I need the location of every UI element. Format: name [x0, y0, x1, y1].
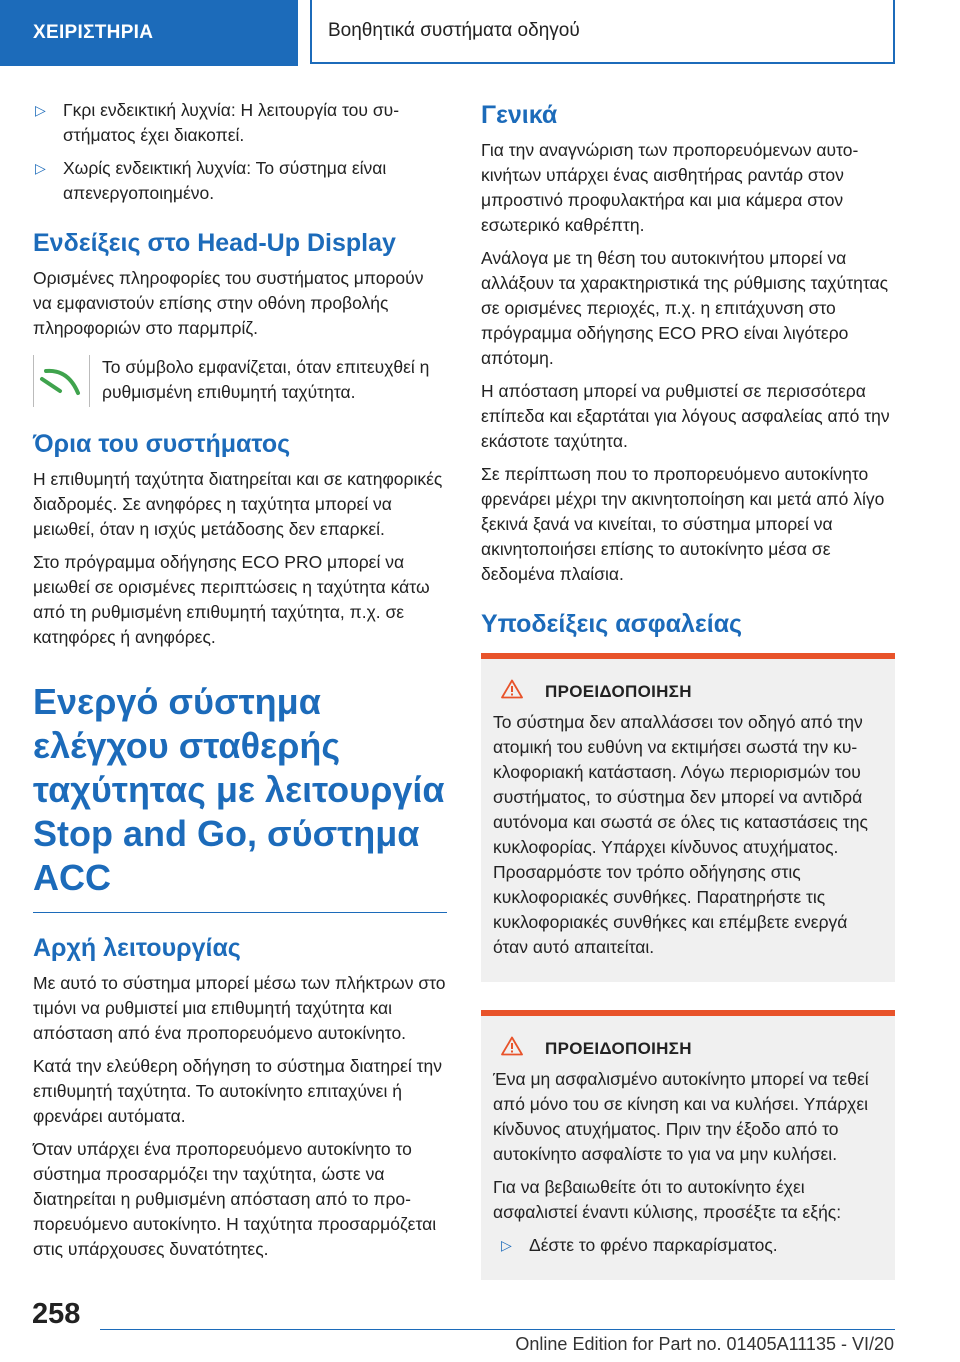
- triangle-bullet-icon: ▷: [35, 160, 46, 176]
- left-column: [33, 98, 447, 1270]
- paragraph: Η απόσταση μπορεί να ρυθμιστεί σε περισσότερα επίπεδα και εξαρτάται για λόγους ασφαλείας από την εκάστοτε ταχύτητα.: [481, 381, 890, 451]
- triangle-bullet-icon: ▷: [35, 102, 46, 118]
- paragraph: Σε περίπτωση που το προπορευόμενο αυτοκίνητο φρενάρει μέχρι την ακινητοποίηση και μετά από λίγο ξεκινά ξανά να κινείται, το σύστημα μπορεί να ακινητοποιήσει επίσης το αυτοκίνητο μέσα σε δεδομένα πλαίσια.: [481, 464, 885, 584]
- paragraph: Στο πρόγραμμα οδήγησης ECO PRO μπορεί να μειωθεί σε ορισμένες περιπτώσεις η ταχύτητα κάτω από τη ρυθμισμένη επιθυμητή ταχύτητα, π.χ. σε κατηφόρες ή ανηφόρες.: [33, 552, 430, 647]
- warning-triangle-icon: [493, 1036, 545, 1061]
- section-tab: ΧΕΙΡΙΣΤΗΡΙΑ: [0, 0, 298, 66]
- heading-safety: Υποδείξεις ασφαλείας: [481, 610, 743, 638]
- warning-text: Για να βεβαιωθείτε ότι το αυτοκίνητο έχει ασφαλιστεί έναντι κύλισης, προσέξτε τα εξής:: [493, 1177, 842, 1222]
- heading-acc: Ενεργό σύστημα ελέγχου σταθερής ταχύτητας με λειτουργία Stop and Go, σύστημα ACC: [33, 680, 447, 913]
- warning-text: Το σύστημα δεν απαλλάσσει τον οδηγό από την ατομική του ευθύνη να εκτιμήσει σωστά την κυκλοφοριακή κατάσταση. Λόγω περιορισμών του συστήματος, το σύστημα δεν μπορεί να αντιδρά αυτόνομα και σωστά σε όλες τις καταστάσεις της κυκλοφορίας. Υπάρχει κίνδυνος ατυχήματος. Προσαρμόστε τον τρόπο οδήγησης στις κυκλοφοριακές συνθήκες. Παρατηρήστε τις κυκλοφοριακές συνθήκες και επέμβετε ενεργά όταν αυτό απαιτείται.: [493, 712, 868, 957]
- paragraph: Η επιθυμητή ταχύτητα διατηρείται και σε κατηφορικές διαδρομές. Σε ανηφόρες η ταχύτητα μπορεί να μειωθεί, όταν η ισχύς μετάδοσης δεν επαρκεί.: [33, 469, 443, 539]
- warning-title: ΠΡΟΕΙΔΟΠΟΙΗΣΗ: [545, 681, 692, 701]
- triangle-bullet-icon: ▷: [501, 1237, 512, 1253]
- page-header: [0, 0, 960, 66]
- paragraph: Ορισμένες πληροφορίες του συστήματος μπορούν να εμφανιστούν επίσης στην οθόνη προβολής πληροφοριών στο παρμπρίζ.: [33, 268, 424, 338]
- warning-text: Ένα μη ασφαλισμένο αυτοκίνητο μπορεί να τεθεί από μόνο του σε κίνηση και να κυλήσει. Υπάρχει κίνδυνος ατυχήματος. Πριν την έξοδο από το αυτοκίνητο ασφαλίστε το για να μην κυλήσει.: [493, 1069, 869, 1164]
- footer-divider: [100, 1329, 895, 1330]
- heading-hud: Ενδείξεις στο Head-Up Display: [33, 229, 396, 257]
- symbol-row: [33, 355, 447, 407]
- chapter-title: Βοηθητικά συστήματα οδηγού: [310, 0, 895, 64]
- paragraph: Όταν υπάρχει ένα προπορευόμενο αυτοκίνητο το σύστημα προσαρμόζει την ταχύτητα, ώστε να διατηρείται η ρυθμισμένη απόσταση από το προπορευόμενο αυτοκίνητο. Η ταχύτητα προσαρμόζεται στις υπάρχουσες δυνατότητες.: [33, 1139, 437, 1259]
- paragraph: Ανάλογα με τη θέση του αυτοκινήτου μπορεί να αλλάξουν τα χαρακτηριστικά της ρύθμισης ταχύτητας σε ορισμένες περιοχές, π.χ. η επιτάχυνση στο πρόγραμμα οδήγησης ECO PRO είναι λιγότερο απότομη.: [481, 248, 889, 368]
- paragraph: Κατά την ελεύθερη οδήγηση το σύστημα διατηρεί την επιθυμητή ταχύτητα. Το αυτοκίνητο επιταχύνει ή φρενάρει αυτόματα.: [33, 1056, 443, 1126]
- warning-header: [493, 1036, 883, 1061]
- list-item: ▷ Γκρι ενδεικτική λυχνία: Η λειτουργία του συστήματος έχει διακοπεί.: [33, 98, 447, 148]
- heading-general: Γενικά: [481, 101, 558, 129]
- paragraph: Για την αναγνώριση των προπορευόμενων αυτοκινήτων υπάρχει ένας αισθητήρας ραντάρ στον μπροστινό προφυλακτήρα και μια κάμερα στον εσωτερικό καθρέπτη.: [481, 140, 859, 235]
- warning-triangle-icon: [493, 679, 545, 704]
- edition-note: Online Edition for Part no. 01405A11135 - VI/20: [515, 1334, 894, 1354]
- right-column: [481, 98, 895, 1280]
- warning-title: ΠΡΟΕΙΔΟΠΟΙΗΣΗ: [545, 1038, 692, 1058]
- heading-principle: Αρχή λειτουργίας: [33, 934, 241, 962]
- warning-box: [481, 1010, 895, 1280]
- list-item: ▷ Δέστε το φρένο παρκαρίσματος.: [499, 1233, 883, 1258]
- list-item: ▷ Χωρίς ενδεικτική λυχνία: Το σύστημα είναι απενεργοποιημένο.: [33, 156, 447, 206]
- warning-header: [493, 679, 883, 704]
- page-number: 258: [32, 1298, 81, 1330]
- speed-reached-icon: [33, 355, 90, 407]
- symbol-description: Το σύμβολο εμφανίζεται, όταν επιτευχθεί η ρυθμισμένη επιθυμητή ταχύτητα.: [102, 357, 430, 402]
- heading-limits: Όρια του συστήματος: [33, 430, 291, 458]
- warning-box: [481, 653, 895, 982]
- paragraph: Με αυτό το σύστημα μπορεί μέσω των πλήκτρων στο τιμόνι να ρυθμιστεί μια επιθυμητή ταχύτητα και απόσταση από ένα προπορευόμενο αυτοκίνητο.: [33, 973, 446, 1043]
